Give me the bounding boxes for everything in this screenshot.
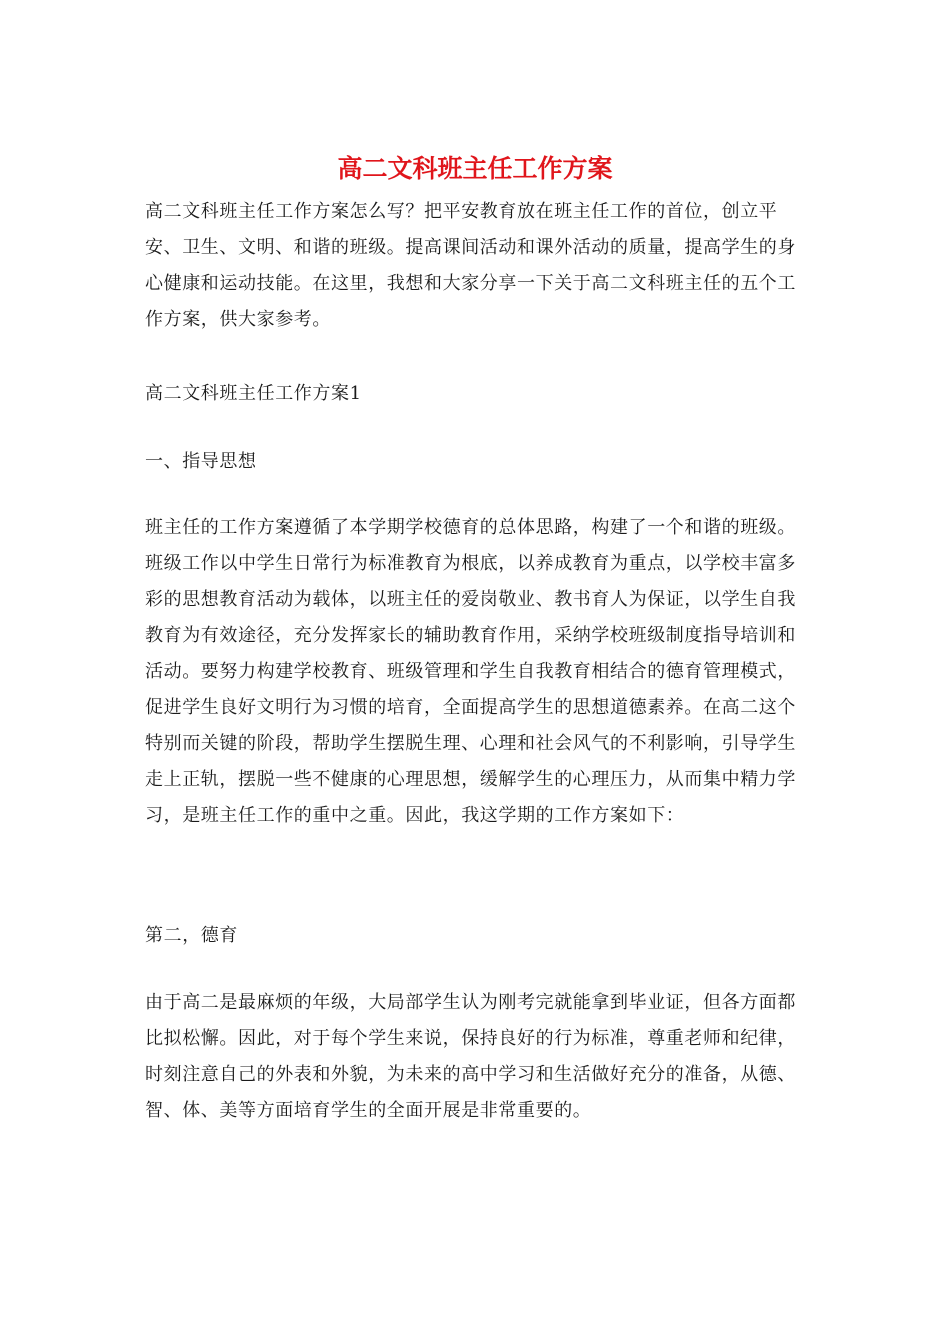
heading-moral-education: 第二，德育 <box>145 925 238 946</box>
body-paragraph-1: 班主任的工作方案遵循了本学期学校德育的总体思路，构建了一个和谐的班级。班级工作以中学生日常行为标准教育为根底，以养成教育为重点，以学校丰富多彩的思想教育活动为载体，以班主任的爱岗敬业、教书育人为保证，以学生自我教育为有效途径，充分发挥家长的辅助教育作用，采纳学校班级制度指导培训和活动。要努力构建学校教育、班级管理和学生自我教育相结合的德育管理模式，促进学生良好文明行为习惯的培育，全面提高学生的思想道德素养。在高二这个特别而关键的阶段，帮助学生摆脱生理、心理和社会风气的不利影响，引导学生走上正轨，摆脱一些不健康的心理思想，缓解学生的心理压力，从而集中精力学习，是班主任工作的重中之重。因此，我这学期的工作方案如下： <box>145 517 796 826</box>
body-paragraph-2: 由于高二是最麻烦的年级，大局部学生认为刚考完就能拿到毕业证，但各方面都比拟松懈。因此，对于每个学生来说，保持良好的行为标准，尊重老师和纪律，时刻注意自己的外表和外貌，为未来的高中学习和生活做好充分的准备，从德、智、体、美等方面培育学生的全面开展是非常重要的。 <box>145 992 796 1121</box>
section-title: 高二文科班主任工作方案1 <box>145 383 362 404</box>
intro-paragraph: 高二文科班主任工作方案怎么写？把平安教育放在班主任工作的首位，创立平安、卫生、文明、和谐的班级。提高课间活动和课外活动的质量，提高学生的身心健康和运动技能。在这里，我想和大家分享一下关于高二文科班主任的五个工作方案，供大家参考。 <box>145 201 796 330</box>
document-title: 高二文科班主任工作方案 <box>337 154 613 183</box>
heading-guiding-ideology: 一、指导思想 <box>145 451 257 472</box>
